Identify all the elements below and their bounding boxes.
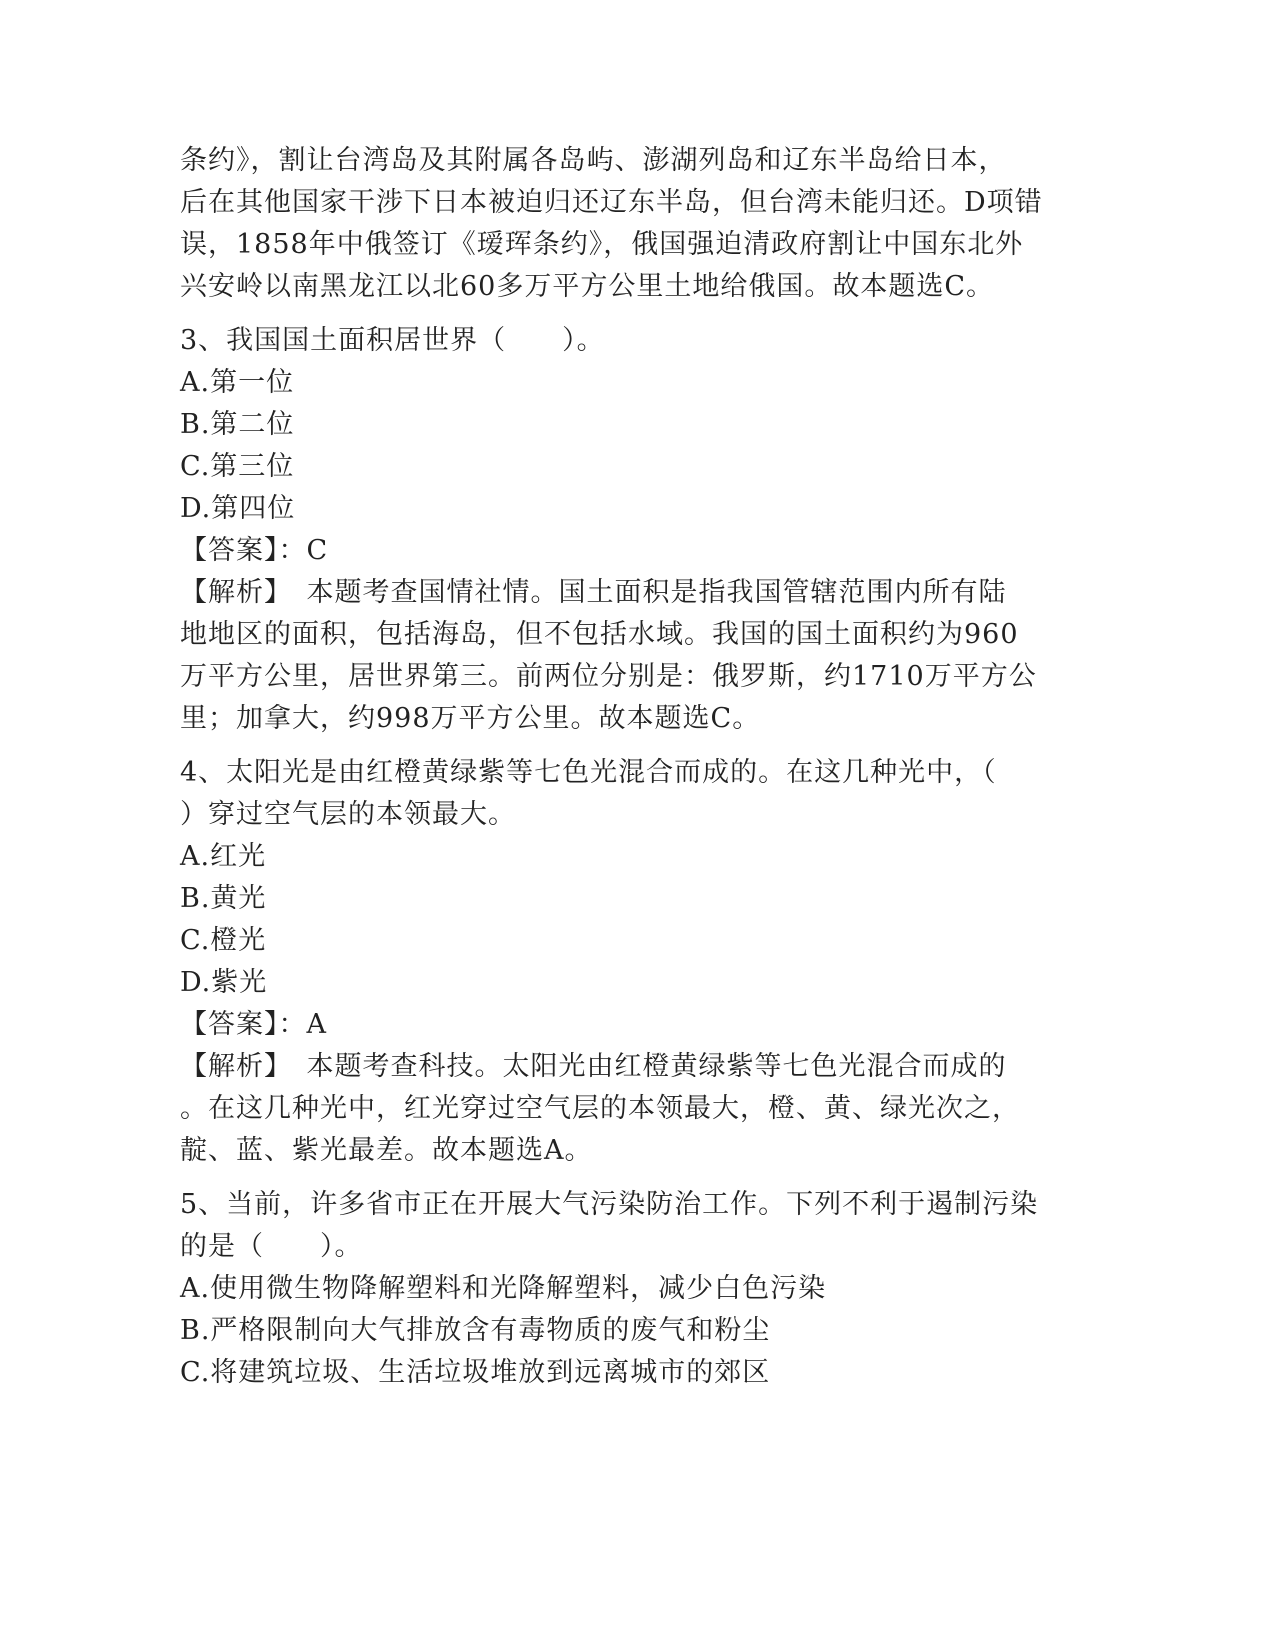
option-c: C.第三位 [180,451,295,482]
text-line: 后在其他国家干涉下日本被迫归还辽东半岛，但台湾未能归还。D项错 [180,187,1043,218]
question-text: ）穿过空气层的本领最大。 [180,799,516,830]
document-page [180,140,1060,1394]
option-c: C.将建筑垃圾、生活垃圾堆放到远离城市的郊区 [180,1357,771,1388]
text-line: 条约》，割让台湾岛及其附属各岛屿、澎湖列岛和辽东半岛给日本， [180,145,1007,176]
answer: 【答案】：A [180,1009,327,1040]
question-3 [180,320,1060,740]
text-line: 兴安岭以南黑龙江以北60多万平方公里土地给俄国。故本题选C。 [180,271,995,302]
option-d: D.第四位 [180,493,296,524]
analysis-line: 万平方公里，居世界第三。前两位分别是：俄罗斯，约1710万平方公 [180,661,1037,692]
question-5 [180,1184,1060,1394]
analysis-line: 【解析】 本题考查国情社情。国土面积是指我国管辖范围内所有陆 [180,577,1007,608]
option-c: C.橙光 [180,925,267,956]
analysis-line: 。在这几种光中，红光穿过空气层的本领最大，橙、黄、绿光次之， [180,1093,1020,1124]
option-d: D.紫光 [180,967,268,998]
option-b: B.严格限制向大气排放含有毒物质的废气和粉尘 [180,1315,771,1346]
analysis-line: 地地区的面积，包括海岛，但不包括水域。我国的国土面积约为960 [180,619,1019,650]
question-text: 4、太阳光是由红橙黄绿紫等七色光混合而成的。在这几种光中，（ [180,757,997,788]
option-a: A.使用微生物降解塑料和光降解塑料，减少白色污染 [180,1273,827,1304]
analysis-line: 里；加拿大，约998万平方公里。故本题选C。 [180,703,761,734]
option-a: A.红光 [180,841,267,872]
analysis-line: 靛、蓝、紫光最差。故本题选A。 [180,1135,593,1166]
question-4 [180,752,1060,1172]
q2-analysis-tail [180,140,1060,308]
text-line: 误，1858年中俄签订《瑷珲条约》，俄国强迫清政府割让中国东北外 [180,229,1024,260]
question-text: 5、当前，许多省市正在开展大气污染防治工作。下列不利于遏制污染 [180,1189,1039,1220]
question-text: 的是（ ）。 [180,1231,363,1262]
answer: 【答案】：C [180,535,329,566]
question-text: 3、我国国土面积居世界（ ）。 [180,325,605,356]
option-b: B.第二位 [180,409,295,440]
analysis-line: 【解析】 本题考查科技。太阳光由红橙黄绿紫等七色光混合而成的 [180,1051,1007,1082]
option-a: A.第一位 [180,367,295,398]
option-b: B.黄光 [180,883,267,914]
